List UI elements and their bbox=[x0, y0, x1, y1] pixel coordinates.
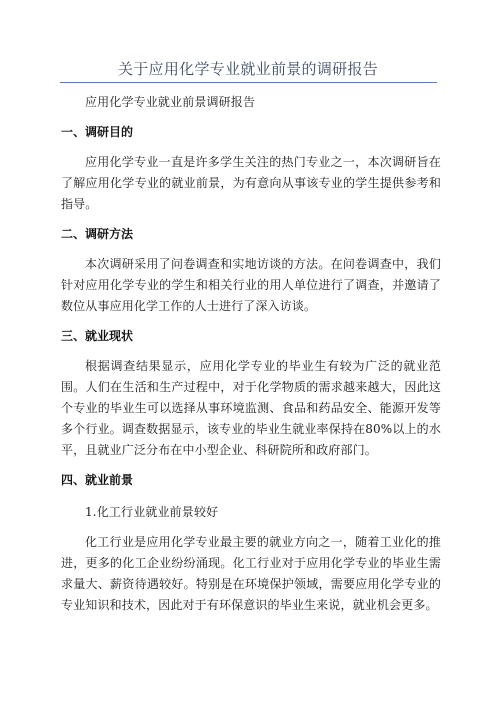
section-paragraph-method: 本次调研采用了问卷调查和实地访谈的方法。在问卷调查中，我们针对应用化学专业的学生和相关行业的用人单位进行了调查，并邀请了数位从事应用化学工作的人士进行了深入访谈。 bbox=[61, 257, 441, 313]
title-underline bbox=[60, 82, 437, 83]
section-heading-purpose: 一、调研目的 bbox=[61, 125, 134, 139]
section-paragraph-prospects: 化工行业是应用化学专业最主要的就业方向之一，随着工业化的推进，更多的化工企业纷纷涌现。化工行业对于应用化学专业的毕业生需求量大、薪资待遇较好。特别是在环境保护领域，需要应用化学专业的专业知识和技术，因此对于有环保意识的毕业生来说，就业机会更多。 bbox=[61, 535, 441, 612]
document-title: 关于应用化学专业就业前景的调研报告 bbox=[117, 60, 379, 78]
section-heading-prospects: 四、就业前景 bbox=[61, 473, 134, 487]
section-subheading-chemical-industry: 1.化工行业就业前景较好 bbox=[85, 505, 219, 519]
section-paragraph-purpose: 应用化学专业一直是许多学生关注的热门专业之一，本次调研旨在了解应用化学专业的就业前景，为有意向从事该专业的学生提供参考和指导。 bbox=[61, 155, 441, 211]
section-heading-method: 二、调研方法 bbox=[61, 227, 134, 241]
section-paragraph-status: 根据调查结果显示，应用化学专业的毕业生有较为广泛的就业范围。人们在生活和生产过程中，对于化学物质的需求越来越大，因此这个专业的毕业生可以选择从事环境监测、食品和药品安全、能源开发等多个行业。调查数据显示，该专业的毕业生就业率保持在80%以上的水平，且就业广泛分布在中小型企业、科研院所和政府部门。 bbox=[61, 359, 441, 457]
report-subtitle: 应用化学专业就业前景调研报告 bbox=[85, 95, 256, 109]
section-heading-status: 三、就业现状 bbox=[61, 329, 134, 343]
document-body bbox=[61, 92, 441, 616]
